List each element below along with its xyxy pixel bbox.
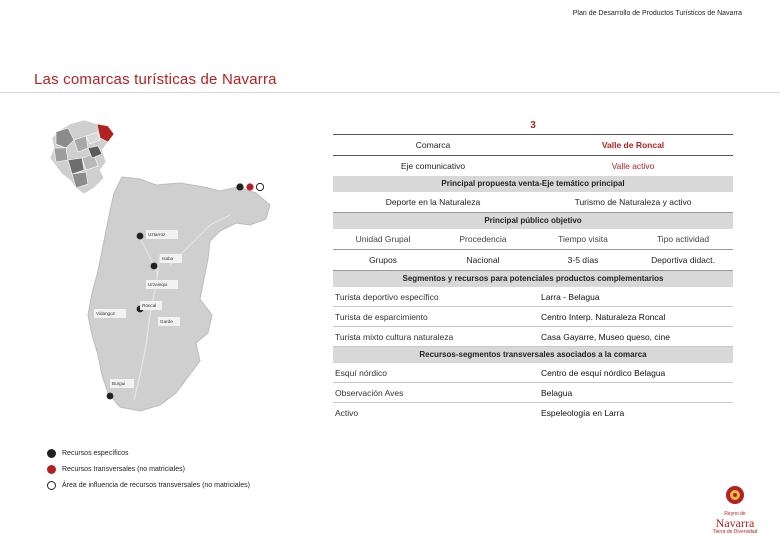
legend-item xyxy=(47,461,250,477)
segmento-resource: Larra - Belagua xyxy=(541,291,600,302)
recurso-resource: Espeleología en Larra xyxy=(541,407,625,418)
eje-value: Valle activo xyxy=(611,161,655,171)
comarca-row xyxy=(333,134,733,155)
town-label: Garde xyxy=(160,319,173,324)
segmento-label: Turista de esparcimiento xyxy=(335,311,428,322)
publico-val: 3-5 días xyxy=(567,255,599,265)
recursos-header: Recursos-segmentos transversales asociados a la comarca xyxy=(333,347,733,363)
valle-roncal-map xyxy=(80,175,280,415)
publico-val: Deportiva didact. xyxy=(651,255,715,265)
segmento-label: Turista mixto cultura naturaleza xyxy=(335,331,454,342)
town-label: Burgui xyxy=(112,381,126,386)
segmento-resource: Centro Interp. Naturaleza Roncal xyxy=(541,311,666,322)
publico-val: Grupos xyxy=(369,255,397,265)
specific-resource-marker xyxy=(236,183,243,190)
eje-row xyxy=(333,155,733,176)
segmentos-header: Segmentos y recursos para potenciales productos complementarios xyxy=(333,271,733,287)
legend-label: Área de influencia de recursos transversales (no matriciales) xyxy=(62,481,250,489)
comarca-value: Valle de Roncal xyxy=(601,140,665,150)
propuesta-right: Turismo de Naturaleza y activo xyxy=(574,197,692,207)
title-divider xyxy=(0,92,780,93)
recurso-resource: Centro de esquí nórdico Belagua xyxy=(541,367,666,378)
influence-area-icon xyxy=(47,481,56,490)
recurso-row xyxy=(333,403,733,422)
town-label: Isaba xyxy=(162,256,174,261)
legend-item xyxy=(47,445,250,461)
legend-label: Recursos transversales (no matriciales) xyxy=(62,465,185,473)
recurso-row xyxy=(333,363,733,383)
town-label: Urzainqui xyxy=(148,282,168,287)
legend-label: Recursos específicos xyxy=(62,449,129,457)
publico-values xyxy=(333,250,733,271)
valley-area xyxy=(88,177,270,411)
segmento-row xyxy=(333,307,733,327)
propuesta-left: Deporte en la Naturaleza xyxy=(385,197,481,207)
publico-columns xyxy=(333,229,733,250)
comarca-label: Comarca xyxy=(415,140,451,150)
recurso-resource: Belagua xyxy=(541,387,573,398)
logo-main-text: Navarra xyxy=(715,516,755,530)
specific-resource-icon xyxy=(47,449,56,458)
influence-area-marker xyxy=(256,183,263,190)
publico-header: Principal público objetivo xyxy=(333,213,733,229)
recurso-label: Observación Aves xyxy=(335,387,404,398)
town-label: Roncal xyxy=(142,303,157,308)
segmento-row xyxy=(333,287,733,307)
propuesta-header: Principal propuesta venta-Eje temático principal xyxy=(333,176,733,192)
segmento-resource: Casa Gayarre, Museo queso, cine xyxy=(541,331,670,342)
publico-col: Tiempo visita xyxy=(558,234,608,244)
resource-markers xyxy=(236,183,263,190)
comarca-info-panel xyxy=(333,120,733,422)
transversal-resource-icon xyxy=(47,465,56,474)
legend-item xyxy=(47,477,250,493)
recurso-label: Esquí nórdico xyxy=(335,367,387,378)
propuesta-row xyxy=(333,192,733,213)
publico-col: Tipo actividad xyxy=(656,234,710,244)
segmento-row xyxy=(333,327,733,347)
map-legend xyxy=(47,445,250,493)
logo-top-text: Reyno de xyxy=(724,511,746,517)
comarca-number: 3 xyxy=(530,120,536,131)
town-label: Vidangoz xyxy=(96,311,116,316)
recurso-label: Activo xyxy=(335,407,359,418)
transversal-resource-marker xyxy=(246,183,253,190)
recurso-row xyxy=(333,383,733,403)
segmento-label: Turista deportivo específico xyxy=(335,291,439,302)
reyno-navarra-logo xyxy=(703,484,767,535)
publico-col: Procedencia xyxy=(459,234,507,244)
eje-label: Eje comunicativo xyxy=(400,161,466,171)
publico-val: Nacional xyxy=(466,255,500,265)
navarra-emblem-icon xyxy=(724,484,746,506)
town-label: Uztarroz xyxy=(148,232,166,237)
page-title: Las comarcas turísticas de Navarra xyxy=(34,71,277,88)
document-header: Plan de Desarrollo de Productos Turísticos de Navarra xyxy=(572,10,742,17)
logo-sub-text: Tierra de Diversidad xyxy=(712,529,758,535)
publico-col: Unidad Grupal xyxy=(355,234,411,244)
